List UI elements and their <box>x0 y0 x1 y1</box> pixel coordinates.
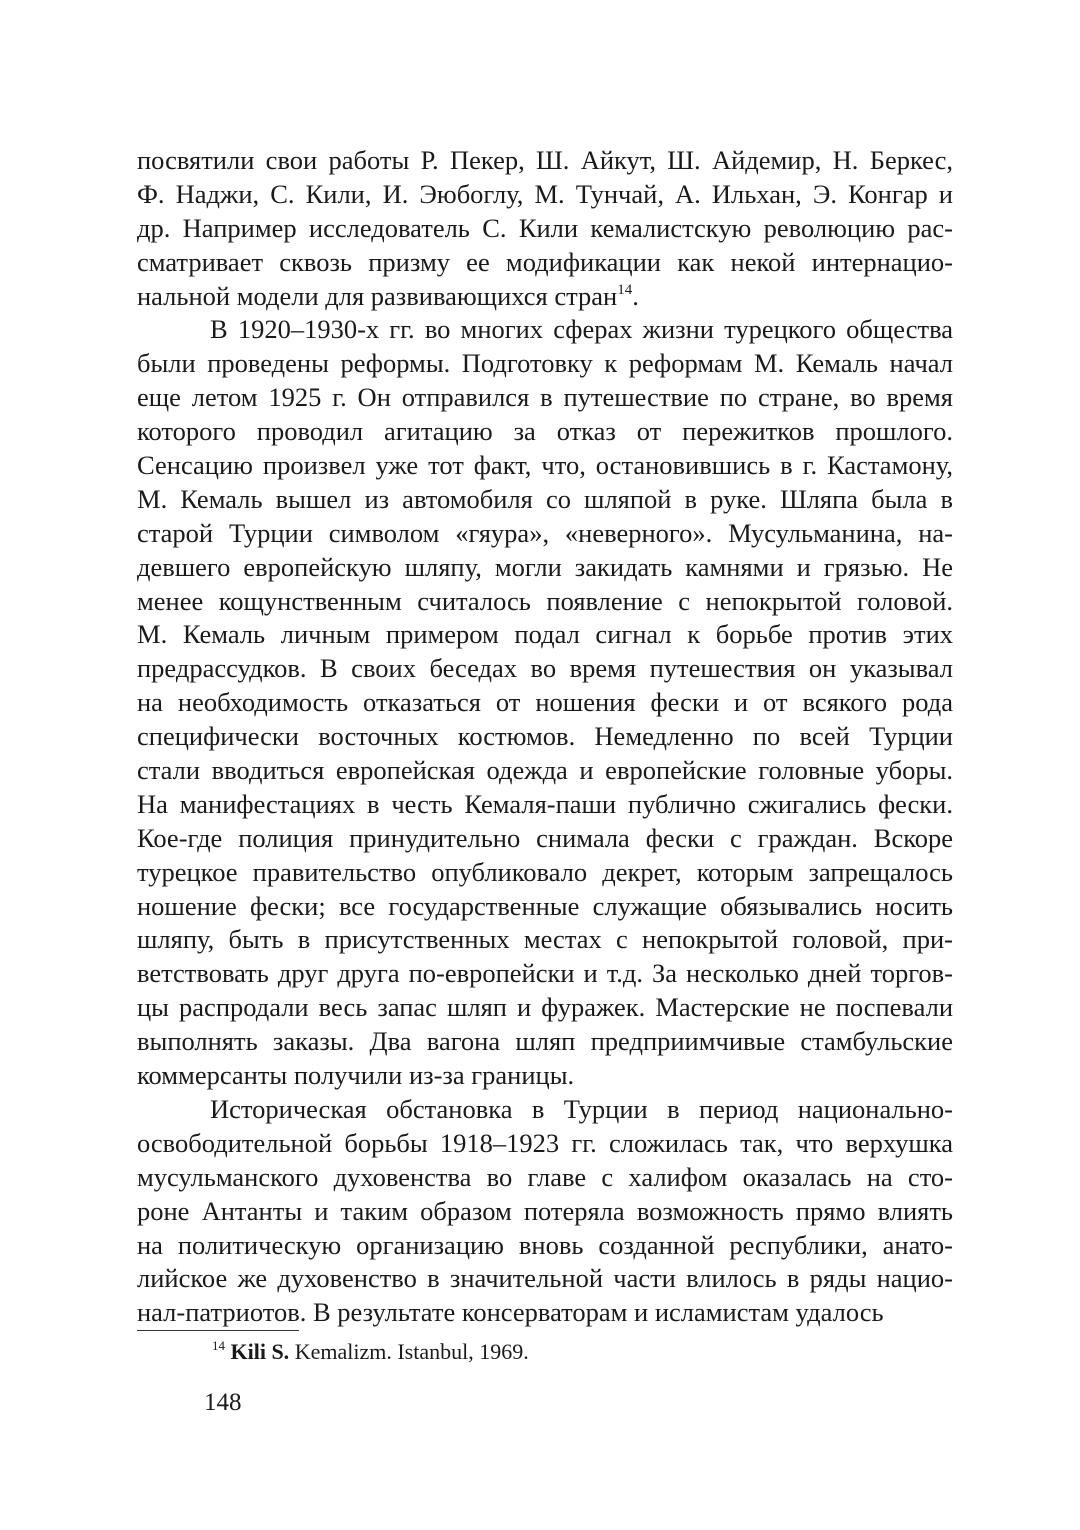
page-number: 148 <box>204 1389 242 1416</box>
footnote-reference[interactable]: 14 <box>617 281 633 298</box>
footnote-separator <box>137 1330 299 1331</box>
text-line: лийское же духовенство в значительной части влилось в ряды нацио- <box>137 1263 953 1294</box>
text-line: На манифестациях в честь Кемаля-паши публично сжигались фески. <box>137 788 953 819</box>
text-line: ветствовать друг друга по-европейски и т.д. За несколько дней торгов- <box>137 958 953 989</box>
text-line: которого проводил агитацию за отказ от пережитков прошлого. <box>137 416 953 447</box>
text-line: девшего европейскую шляпу, могли закидать камнями и грязью. Не <box>137 551 953 582</box>
text-line: нальной модели для развивающихся стран$^{14}$. <box>137 280 639 311</box>
text-line: др. Например исследователь С. Кили кемалистскую революцию рас- <box>137 212 953 243</box>
text-line: шляпу, быть в присутственных местах с непокрытой головой, при- <box>137 924 953 955</box>
text-line: еще летом 1925 г. Он отправился в путешествие по стране, во время <box>137 382 953 413</box>
footnote-author: Kili S. <box>230 1339 290 1364</box>
text-line: Кое-где полиция принудительно снимала фески с граждан. Вскоре <box>137 822 953 853</box>
text-line: посвятили свои работы Р. Пекер, Ш. Айкут, Ш. Айдемир, Н. Беркес, <box>137 145 953 175</box>
text-line: Ф. Наджи, С. Кили, И. Эюбоглу, М. Тунчай, А. Ильхан, Э. Конгар и <box>137 178 953 209</box>
text-line: были проведены реформы. Подготовку к реформам М. Кемаль начал <box>137 348 953 379</box>
footnote-number: 14 <box>212 1338 225 1353</box>
text-line: старой Турции символом «гяура», «неверного». Мусульманина, на- <box>137 517 953 548</box>
text-line: менее кощунственным считалось появление с непокрытой головой. <box>137 585 953 616</box>
text-line: освободительной борьбы 1918–1923 гг. сложилась так, что верхушка <box>137 1127 953 1158</box>
text-line: специфически восточных костюмов. Немедленно по всей Турции <box>137 721 953 752</box>
text-line: В 1920–1930-х гг. во многих сферах жизни турецкого общества <box>210 314 953 345</box>
text-line: мусульманского духовенства во главе с халифом оказалась на сто- <box>137 1161 953 1192</box>
text-line: цы распродали весь запас шляп и фуражек. Мастерские не поспевали <box>137 992 953 1023</box>
text-line: М. Кемаль вышел из автомобиля со шляпой в руке. Шляпа была в <box>137 483 953 514</box>
text-line: коммерсанты получили из-за границы. <box>137 1060 575 1091</box>
text-line: нал-патриотов. В результате консерваторам и исламистам удалось <box>137 1297 884 1328</box>
text-line: стали вводиться европейская одежда и европейские головные уборы. <box>137 755 953 786</box>
text-line: Сенсацию произвел уже тот факт, что, остановившись в г. Кастамону, <box>137 450 953 481</box>
body-text <box>137 144 953 1330</box>
text-line: на политическую организацию вновь созданной республики, анато- <box>137 1229 953 1260</box>
footnote-text: Kemalizm. Istanbul, 1969. <box>289 1339 529 1364</box>
text-line: турецкое правительство опубликовало декрет, которым запрещалось <box>137 856 953 887</box>
text-line: на необходимость отказаться от ношения фески и от всякого рода <box>137 687 953 718</box>
text-line: ношение фески; все государственные служащие обязывались носить <box>137 890 953 921</box>
text-line: сматривает сквозь призму ее модификации как некой интернацио- <box>137 246 953 277</box>
text-line: предрассудков. В своих беседах во время путешествия он указывал <box>137 653 953 684</box>
text-line: Историческая обстановка в Турции в период национально- <box>210 1093 953 1124</box>
text-line: М. Кемаль личным примером подал сигнал к борьбе против этих <box>137 619 953 650</box>
text-line: роне Антанты и таким образом потеряла возможность прямо влиять <box>137 1195 953 1226</box>
footnote <box>212 1338 529 1366</box>
text-line: выполнять заказы. Два вагона шляп предприимчивые стамбульские <box>137 1026 953 1057</box>
